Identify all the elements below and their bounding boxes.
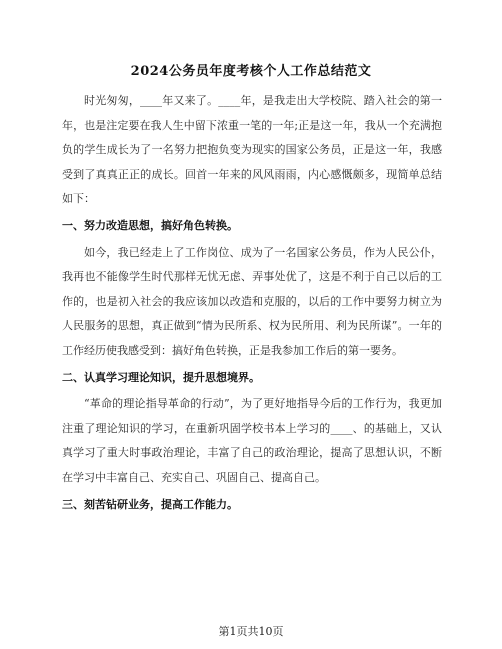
document-body: [62, 89, 442, 519]
paragraph-section-1: 如今，我已经走上了工作岗位、成为了一名国家公务员，作为人民公仆，我再也不能像学生时代那样无忧无虑、弄事处优了，这是不利于自己以后的工作的，也是初入社会的我应该加以改造和克服的，以后的工作中要努力树立为人民服务的思想，真正做到“情为民所系、权为民所用、利为民所谋”。一年的工作经历使我感受到：搞好角色转换，正是我参加工作后的第一要务。: [62, 245, 442, 357]
page-number: 第1页共10页: [218, 625, 284, 638]
paragraph-section-2: “革命的理论指导革命的行动”，为了更好地指导今后的工作行为，我更加注重了理论知识的学习，在重新巩固学校书本上学习的____、的基础上，又认真学习了重大时事政治理论，丰富了自己的政治理论，提高了思想认识，不断在学习中丰富自己、充实自己、巩固自己、提高自己。: [62, 397, 442, 484]
document-title: 2024公务员年度考核个人工作总结范文: [130, 64, 372, 79]
section-heading-2: 二、认真学习理论知识，提升思想境界。: [62, 370, 260, 384]
paragraph-intro: 时光匆匆，____年又来了。____年，是我走出大学校院、踏入社会的第一年，也是注定要在我人生中留下浓重一笔的一年;正是这一年，我从一个充满抱负的学生成长为了一名努力把抱负变为现实的国家公务员，正是这一年，我感受到了真真正正的成长。回首一年来的风风雨雨，内心感慨颇多，现简单总结如下：: [62, 94, 442, 206]
section-heading-3: 三、刻苦钻研业务，提高工作能力。: [62, 497, 238, 511]
section-heading-1: 一、努力改造思想，搞好角色转换。: [62, 218, 238, 232]
